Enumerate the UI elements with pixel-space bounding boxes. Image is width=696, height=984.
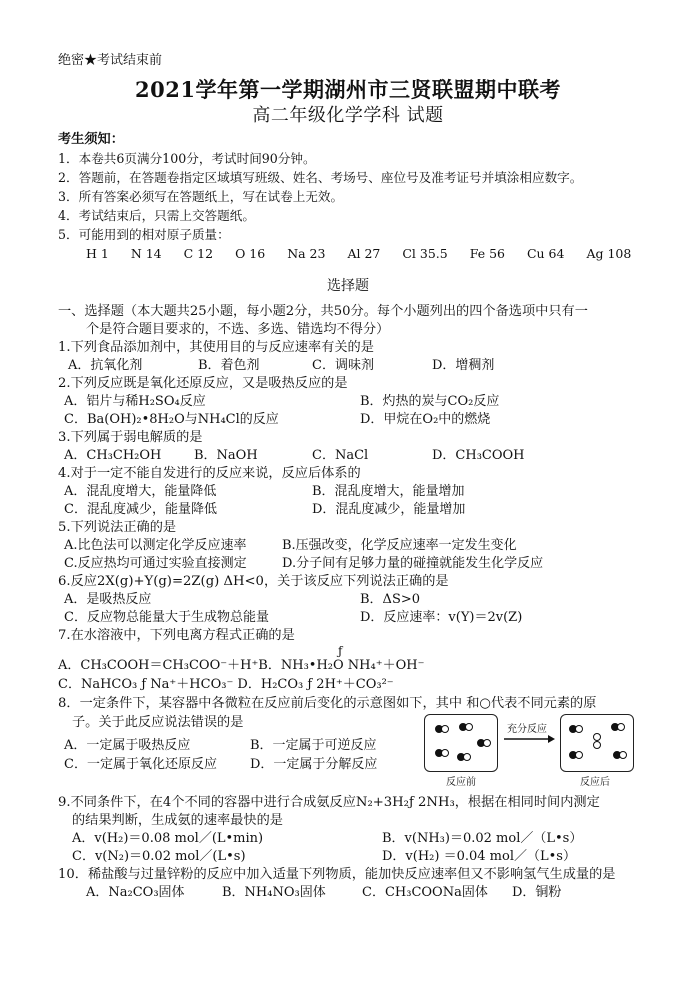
q1-stem: 1.下列食品添加剂中，其使用目的与反应速率有关的是 <box>58 340 374 355</box>
q4-stem: 4.对于一定不能自发进行的反应来说，反应后体系的 <box>58 466 361 481</box>
q5-option-c: C.反应热均可通过实验直接测定 <box>64 556 247 571</box>
q9-stem: 9.不同条件下，在4个不同的容器中进行合成氨反应N₂+3H₂ƒ 2NH₃，根据在相同时间内测定 <box>58 795 600 810</box>
before-label: 反应前 <box>446 777 476 788</box>
q1-option-c: C．调味剂 <box>312 358 374 373</box>
q9-option-a: A．v(H₂)＝0.08 mol／(L•min) <box>72 831 264 846</box>
q5-option-a: A.比色法可以测定化学反应速率 <box>64 538 247 553</box>
q8-stem: 8．一定条件下，某容器中各微粒在反应前后变化的示意图如下，其中 和○代表不同元素的原 <box>58 696 597 711</box>
q9-option-c: C．v(N₂)＝0.02 mol／(L•s) <box>72 849 246 864</box>
q5-stem: 5.下列说法正确的是 <box>58 520 177 535</box>
q1-option-d: D．增稠剂 <box>432 358 495 373</box>
atomic-mass: O 16 <box>235 246 266 261</box>
q9-stem-cont: 的结果判断，生成氨的速率最快的是 <box>72 813 283 828</box>
q10-stem: 10．稀盐酸与过量锌粉的反应中加入适量下列物质，能加快反应速率但又不影响氢气生成量的是 <box>58 867 616 882</box>
after-box <box>560 714 634 772</box>
molecules-after <box>561 715 633 771</box>
q7-equilibrium-glyph: ƒ <box>338 644 343 658</box>
exam-title: 2021学年第一学期湖州市三贤联盟期中联考 <box>135 77 561 102</box>
arrow-icon <box>502 734 556 744</box>
q3-option-d: D．CH₃COOH <box>432 448 525 463</box>
notice-item-1: 1．本卷共6页满分100分，考试时间90分钟。 <box>58 151 316 166</box>
section-instruction: 一、选择题（本大题共25小题，每小题2分，共50分。每个小题列出的四个备选项中只有一 <box>58 304 588 319</box>
q3-option-a: A．CH₃CH₂OH <box>64 448 162 463</box>
before-box <box>424 714 498 772</box>
atomic-mass: Na 23 <box>287 246 326 261</box>
q9-option-d: D．v(H₂) ＝0.04 mol／（L•s） <box>382 849 576 864</box>
q6-option-c: C．反应物总能量大于生成物总能量 <box>64 610 269 625</box>
atomic-mass: H 1 <box>86 246 109 261</box>
q6-option-d: D．反应速率：v(Y)＝2v(Z) <box>360 610 523 625</box>
q8-stem-cont: 子。关于此反应说法错误的是 <box>72 715 244 730</box>
q9-option-b: B．v(NH₃)＝0.02 mol／（L•s） <box>382 831 583 846</box>
q7-options-ab: A．CH₃COOH＝CH₃COO⁻＋H⁺B．NH₃•H₂O NH₄⁺＋OH⁻ <box>58 658 425 673</box>
q4-option-c: C．混乱度减少，能量降低 <box>64 502 217 517</box>
atomic-mass: Al 27 <box>347 246 381 261</box>
section-instruction-cont: 个是符合题目要求的，不选、多选、错选均不得分） <box>86 322 390 337</box>
q2-option-b: B．灼热的炭与CO₂反应 <box>360 394 500 409</box>
section-title: 选择题 <box>327 278 369 294</box>
q8-option-a: A．一定属于吸热反应 <box>64 738 191 753</box>
q1-option-b: B．着色剂 <box>198 358 260 373</box>
exam-subtitle: 高二年级化学学科 试题 <box>252 105 444 126</box>
atomic-mass: Cu 64 <box>526 246 565 261</box>
atomic-mass: Fe 56 <box>469 246 505 261</box>
q10-option-d: D．铜粉 <box>512 885 562 900</box>
q4-option-d: D．混乱度减少，能量增加 <box>312 502 466 517</box>
q6-option-a: A．是吸热反应 <box>64 592 152 607</box>
notice-heading: 考生须知： <box>58 132 124 147</box>
q6-option-b: B．ΔS>0 <box>360 592 421 607</box>
q8-option-b: B．一定属于可逆反应 <box>250 738 377 753</box>
notice-item-2: 2．答题前，在答题卷指定区域填写班级、姓名、考场号、座位号及准考证号并填涂相应数字。 <box>58 170 583 185</box>
q3-stem: 3.下列属于弱电解质的是 <box>58 430 203 445</box>
q2-stem: 2.下列反应既是氧化还原反应，又是吸热反应的是 <box>58 376 348 391</box>
q1-option-a: A．抗氧化剂 <box>68 358 143 373</box>
q7-stem: 7.在水溶液中，下列电离方程式正确的是 <box>58 628 295 643</box>
molecules-before <box>425 715 497 771</box>
after-label: 反应后 <box>580 777 610 788</box>
secret-label: 绝密★考试结束前 <box>58 53 163 68</box>
reaction-diagram <box>424 714 634 786</box>
q5-option-d: D.分子间有足够力量的碰撞就能发生化学反应 <box>282 556 544 571</box>
notice-item-4: 4．考试结束后，只需上交答题纸。 <box>58 208 255 223</box>
q4-option-b: B．混乱度增大，能量增加 <box>312 484 465 499</box>
q10-option-b: B．NH₄NO₃固体 <box>222 885 326 900</box>
q2-option-c: C．Ba(OH)₂•8H₂O与NH₄Cl的反应 <box>64 412 279 427</box>
q3-option-b: B．NaOH <box>194 448 258 463</box>
q2-option-a: A．铝片与稀H₂SO₄反应 <box>64 394 206 409</box>
arrow-label: 充分反应 <box>507 724 547 735</box>
q7-options-cd: C．NaHCO₃ ƒ Na⁺＋HCO₃⁻ D．H₂CO₃ ƒ 2H⁺＋CO₃²⁻ <box>58 677 394 692</box>
q3-option-c: C．NaCl <box>312 448 369 463</box>
q6-stem: 6.反应2X(g)+Y(g)=2Z(g) ΔH<0，关于该反应下列说法正确的是 <box>58 574 449 589</box>
atomic-mass-list <box>86 246 632 261</box>
q4-option-a: A．混乱度增大，能量降低 <box>64 484 217 499</box>
q8-option-c: C．一定属于氧化还原反应 <box>64 757 217 772</box>
atomic-mass: Cl 35.5 <box>402 246 448 261</box>
notice-item-3: 3．所有答案必须写在答题纸上，写在试卷上无效。 <box>58 189 344 204</box>
atomic-mass: C 12 <box>183 246 214 261</box>
q8-option-d: D．一定属于分解反应 <box>250 757 378 772</box>
q10-option-c: C．CH₃COONa固体 <box>362 885 488 900</box>
q5-option-b: B.压强改变，化学反应速率一定发生变化 <box>282 538 517 553</box>
notice-item-5: 5．可能用到的相对原子质量： <box>58 227 230 242</box>
q10-option-a: A．Na₂CO₃固体 <box>86 885 185 900</box>
atomic-mass: Ag 108 <box>586 246 632 261</box>
q2-option-d: D．甲烷在O₂中的燃烧 <box>360 412 491 427</box>
atomic-mass: N 14 <box>130 246 162 261</box>
